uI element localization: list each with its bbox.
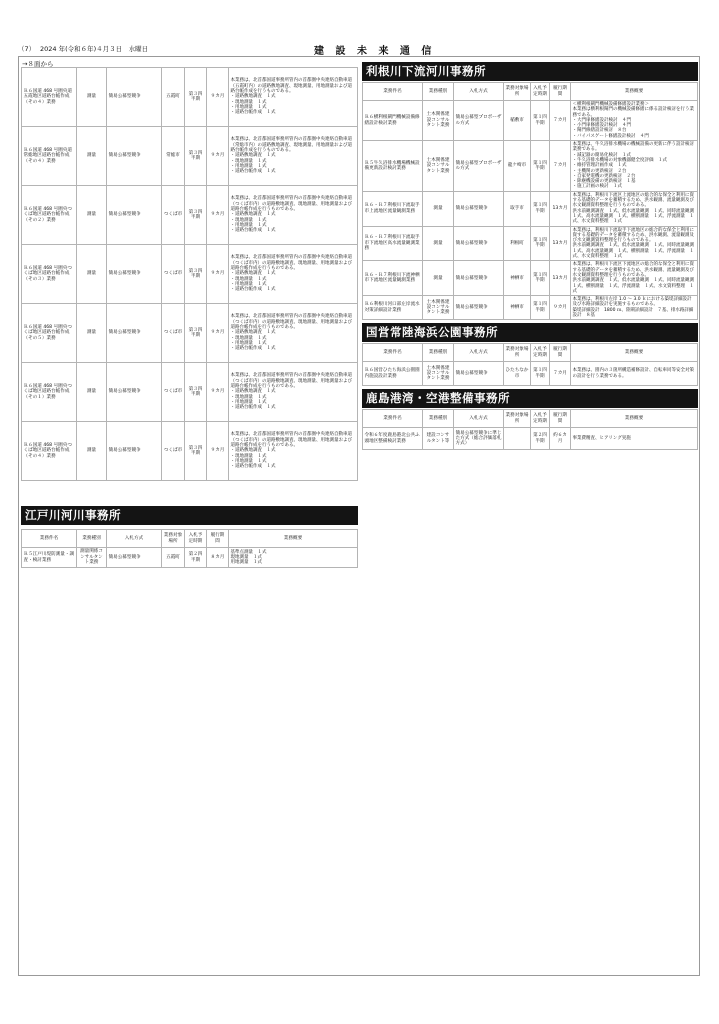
cell-place: つくば市 [162,304,185,363]
column-header-time: 入札予定時期 [531,83,550,101]
cell-period: ７カ月 [550,362,571,386]
summary-line: ・現地測量 １式 [230,453,267,459]
summary-line: ・現地測量 １式 [230,335,267,341]
cell-period: 13カ月 [550,261,571,296]
table-row [22,304,358,363]
cell-method: 簡易公募型プロポーザル方式 [454,141,504,192]
cell-type: 測量 [423,191,454,226]
summary-line: ・道路敷地調査 １式 [230,330,276,336]
cell-time: 第３四半期 [185,186,207,245]
cell-summary [571,296,698,320]
column-header-place: 業務対象場所 [162,530,185,548]
column-header-period: 履行期間 [550,344,571,362]
cell-method: 簡易公募型競争 [107,186,162,245]
column-header-place: 業務対象場所 [504,344,531,362]
cell-period: ９カ月 [550,296,571,320]
cell-place: つくば市 [162,245,185,304]
cell-type: 土木関係建設コンサルタント業務 [423,101,454,141]
cell-type: 測量 [77,245,107,304]
column-header-method: 入札方式 [107,530,162,548]
summary-line: ・道路台帳作成 １式 [230,346,276,352]
cell-summary [571,428,698,450]
summary-line: ・道路敷地調査 １式 [230,212,276,218]
cell-period: ９カ月 [207,68,229,127]
cell-period: 13カ月 [550,191,571,226]
cell-summary [229,363,358,422]
summary-line: ・用地測量 １式 [230,222,267,228]
page-number: （7） [18,45,36,53]
cell-method: 簡易公募型競争 [107,245,162,304]
summary-line: 本業務は、北首都国道事務所管内の首都圏中央連絡自動車道（常総市内）の道路敷地調査、現地測量、用地測量および道路台帳作成を行うものである。 [230,137,352,154]
left-table [21,67,358,481]
summary-line: ・道路敷地調査 １式 [230,153,276,159]
summary-line: ・用地測量 １式 [230,399,267,405]
cell-summary [229,127,358,186]
cell-time: 第１四半期 [531,141,550,192]
column-header-method: 入札方式 [454,410,504,428]
summary-line: ・閘門修繕設計検討 ８台 [572,128,627,134]
cell-method: 簡易公募型競争 [107,548,162,568]
summary-line: ・現地測量 １式 [230,394,267,400]
summary-line: ・道路台帳作成 １式 [230,228,276,234]
summary-line: 基準点測量 １式 [230,549,267,555]
summary-line: 本業務は横利根閘門の機械設備修繕に係る設計検討を行う業務である。 [572,107,694,118]
cell-name: Ｒ６国道 468 号圏央つくば地区道路台帳作成（その４）業務 [22,422,77,481]
summary-line: 本業務は、北首都国道事務所管内の首都圏中央連絡自動車道（つくば市内）の道路敷地調査、現地測量、用地測量および道路台帳作成を行うものである。 [230,432,352,449]
cell-summary [229,68,358,127]
cell-time: 第１四半期 [531,362,550,386]
cell-name: Ｒ６・Ｒ７利根川下流取手市上流地区流量観測業務 [363,191,423,226]
summary-line: ・道路台帳作成 １式 [230,287,276,293]
column-header-summary: 業務概要 [571,83,698,101]
cell-type: 測量 [423,226,454,261]
column-header-place: 業務対象場所 [504,410,531,428]
column-header-method: 入札方式 [454,83,504,101]
cell-place [504,428,531,450]
table-row [363,362,698,386]
summary-line: ・現地測量 １式 [230,217,267,223]
column-header-type: 業務種別 [423,410,454,428]
cell-period: ９カ月 [207,186,229,245]
cell-summary [229,245,358,304]
cell-place: ひたちなか市 [504,362,531,386]
cell-time: 第１四半期 [531,296,550,320]
summary-line: ・除塵機設備の更新検討 １基 [572,179,636,185]
continued-note: →８面から [22,60,54,68]
cell-time: 第２四半期 [185,548,207,568]
summary-line: 本業務は、利根川下流区上流地区の総合的な保全と利用に資する基礎的データを蓄積するため、洪水観測、流量観測及び水文観測資料整理を行うものである。 [572,192,694,209]
column-header-type: 業務種別 [77,530,107,548]
summary-line: 本業務は、北首都国道事務所管内の首都圏中央連絡自動車道（つくば市内）の道路敷地調査、現地測量、用地測量および道路台帳作成を行うものである。 [230,373,352,390]
summary-line: ・道路敷地調査 １式 [230,271,276,277]
cell-place: 龍ケ崎市 [504,141,531,192]
cell-method: 簡易公募型競争 [107,127,162,186]
summary-line: 本業務は、北首都国道事務所管内の首都圏中央連絡自動車道（つくば市内）の道路敷地調査、現地測量、用地測量および道路台帳作成を行うものである。 [230,196,352,213]
table-row [363,261,698,296]
cell-summary [571,226,698,261]
cell-method: 簡易公募型競争に準じた方式（総合評価落札方式） [454,428,504,450]
summary-line: ・主機関の更新検討 ２台 [572,168,627,174]
summary-line: 本業務は、園内の３箇所構造補修設計、自転車同等安全対策の設計を行う業務である。 [572,368,694,379]
cell-name: Ｒ５江戸川堤防測量・調査・検討業務 [22,548,77,568]
summary-line: ・牛久沼排水機場の対象機器健全度評価 １式 [572,157,667,163]
cell-method: 簡易公募型競争 [454,296,504,320]
cell-time: 第１四半期 [531,191,550,226]
cell-period: ７カ月 [550,101,571,141]
column-header-name: 業務件名 [363,410,423,428]
summary-line: 洪水前観測調査 １式、低水流量観測 １式、同時流量観測 １式、高水流量観測 １式、横断測量 １式、浮流測量 １式、水文資料整理 １式 [572,243,699,260]
column-header-type: 業務種別 [423,83,454,101]
cell-period: ９カ月 [207,422,229,481]
cell-name: Ｒ５牛久沼排水機場機械設備更新設計検討業務 [363,141,423,192]
edogawa-table [21,529,358,568]
cell-time: 第１四半期 [531,101,550,141]
cell-place: つくば市 [162,363,185,422]
cell-name: Ｒ６国道 468 号圏央つくば地区道路台帳作成（その３）業務 [22,245,77,304]
column-header-period: 履行期間 [550,410,571,428]
cell-method: 簡易公募型競争 [107,363,162,422]
cell-method: 簡易公募型競争 [454,226,504,261]
summary-line: ・現地測量 １式 [230,276,267,282]
cell-time: 第３四半期 [185,68,207,127]
summary-line: ・道路敷地調査 １式 [230,94,276,100]
summary-line: ・大門扉修繕設計検討 ４門 [572,117,631,123]
cell-time: 第２四半期 [531,428,550,450]
summary-line: 本業務は、北首都国道事務所管内の首都圏中央連絡自動車道（つくば市内）の道路敷地調査、現地測量、用地測量および道路台帳作成を行うものである。 [230,255,352,272]
cell-place: 五霞町 [162,548,185,568]
summary-line: 本業務は、利根川下流区下流地区の総合的な保全と利用に資する基礎的データを蓄積するため、洪水観測、流量観測及び水文観測資料整理を行うものである。 [572,262,694,278]
column-header-summary: 業務概要 [229,530,358,548]
cell-name: Ｒ６国道 468 号圏央つくば地区道路台帳作成（その１）業務 [22,363,77,422]
table-row [363,191,698,226]
table-row [363,101,698,141]
cell-type: 測量 [77,68,107,127]
summary-line: 本業務は、北首都国道事務所管内の首都圏中央連絡自動車道（五霞町内）の道路敷地調査、現地測量、用地測量および道路台帳作成を行うものである。 [230,78,352,95]
cell-summary [229,548,358,568]
summary-line: 現地測量 １式 [230,554,262,560]
page-header [18,42,700,56]
summary-line: ・道路台帳作成 １式 [230,464,276,470]
summary-line: 洪水前観測調査 １式、低水流量観測 １式、同時流量観測 １式、横断測量 １式、浮流測量 １式、水文資料整理 １式 [572,278,699,294]
summary-line: ・バイパスゲート修繕設計検討 ４門 [572,133,649,139]
column-header-time: 入札予定時期 [185,530,207,548]
summary-line: ・現地測量 １式 [230,158,267,164]
section-title-edogawa: 江戸川河川事務所 [21,506,358,525]
cell-period: ７カ月 [550,141,571,192]
cell-period: ９カ月 [207,245,229,304]
summary-line: 事業費精査、ヒアリング実施 [572,436,631,442]
cell-time: 第３四半期 [185,304,207,363]
cell-summary [229,304,358,363]
summary-line: ・現地測量 １式 [230,99,267,105]
cell-name: Ｒ６国道 468 号圏央道五霞地区道路台帳作成（その４）業務 [22,68,77,127]
cell-type: 測量 [77,304,107,363]
section-title-hitachi: 国営常陸海浜公園事務所 [362,323,698,342]
summary-line: 本業務は、利根川下流取手下流地区の総合的な保全と利用に資する基礎的データを蓄積するため、洪水観測、流量観測及び水文観測資料整理を行うものである。 [572,227,694,244]
column-header-time: 入札予定時期 [531,410,550,428]
column-header-method: 入札方式 [454,344,504,362]
cell-time: 第３四半期 [185,127,207,186]
cell-period: ９カ月 [207,127,229,186]
table-row [363,141,698,192]
cell-method: 簡易公募型競争 [107,68,162,127]
summary-line: ・用地測量 １式 [230,340,267,346]
issue-date: 2024 年(令和６年)４月３日 水曜日 [40,45,149,53]
cell-method: 簡易公募型競争 [107,422,162,481]
cell-method: 簡易公募型競争 [107,304,162,363]
cell-place: 常総市 [162,127,185,186]
table-row [22,245,358,304]
summary-line: ・道路台帳作成 １式 [230,110,276,116]
tone-table [362,82,698,320]
summary-line: 洪水前観測調査 １式、低水流量観測 １式、同時流量観測 １式、高水流量観測 １式、横断測量 １式、浮流測量 １式、水文資料整理 １式 [572,208,699,225]
section-title-kashima: 鹿島港湾・空港整備事務所 [362,389,698,408]
summary-line: 本業務は、北首都国道事務所管内の首都圏中央連絡自動車道（つくば市内）の道路敷地調査、現地測量、用地測量および道路台帳作成を行うものである。 [230,314,352,331]
summary-line: 用地測量 １式 [230,560,262,566]
summary-line: ・減記器の簡易化検討 １式 [572,152,631,158]
cell-type: 土木関係建設コンサルタント業務 [423,141,454,192]
cell-method: 簡易公募型プロポーザル方式 [454,101,504,141]
cell-method: 簡易公募型競争 [454,261,504,296]
cell-type: 測量 [77,422,107,481]
section-title-tone: 利根川下流河川事務所 [362,62,698,81]
hitachi-table [362,343,698,386]
cell-summary [571,261,698,296]
summary-line: 築堤詳細設計 1800 ｍ、陸閘詳細設計 ７基、排水路詳細設計 ８基 [572,307,694,318]
summary-line: ・自家発電機の更新検討 ２台 [572,173,636,179]
table-row [363,226,698,261]
table-header-row [363,83,698,101]
summary-line: 本業務は、牛久沼排水機場の機械設備の更新に伴う設計検討業務である。 [572,142,694,153]
summary-line: ・維持管理計画作成 １式 [572,163,627,169]
cell-time: 第３四半期 [185,363,207,422]
cell-place: つくば市 [162,186,185,245]
column-header-name: 業務件名 [22,530,77,548]
summary-line: ・道路台帳作成 １式 [230,405,276,411]
cell-summary [571,362,698,386]
column-header-summary: 業務概要 [571,410,698,428]
column-header-period: 履行期間 [550,83,571,101]
summary-line: ・道路敷地調査 １式 [230,448,276,454]
cell-time: 第１四半期 [531,261,550,296]
summary-line: ・小門扉修繕設計検討 ４門 [572,123,631,129]
cell-time: 第３四半期 [185,422,207,481]
table-row [22,548,358,568]
table-row [22,68,358,127]
column-header-name: 業務件名 [363,344,423,362]
column-header-name: 業務件名 [363,83,423,101]
cell-period: 約６カ月 [550,428,571,450]
summary-line: ・道路敷地調査 １式 [230,389,276,395]
cell-place: つくば市 [162,422,185,481]
kashima-table [362,409,698,450]
cell-type: 土木関係建設コンサルタント業務 [423,362,454,386]
cell-name: Ｒ６利根川河口部左岸流水対策詳細設計業務 [363,296,423,320]
cell-type: 測量 [423,261,454,296]
cell-summary [229,422,358,481]
cell-name: Ｒ６横利根閘門機械設備修繕設計検討業務 [363,101,423,141]
column-header-type: 業務種別 [423,344,454,362]
cell-type: 測量 [77,186,107,245]
table-row [22,127,358,186]
cell-name: Ｒ６国道 468 号圏央つくば地区道路台帳作成（その２）業務 [22,186,77,245]
table-row [363,296,698,320]
cell-name: Ｒ６国道 468 号圏央つくば地区道路台帳作成（その５）業務 [22,304,77,363]
cell-summary [571,101,698,141]
cell-summary [571,141,698,192]
cell-period: ９カ月 [207,304,229,363]
paper-name: 建 設 未 来 通 信 [314,46,436,57]
cell-period: ８カ月 [207,548,229,568]
summary-line: ・施工計画の検討 １式 [572,184,622,190]
cell-time: 第１四半期 [531,226,550,261]
cell-name: Ｒ６・Ｒ７利根川下流神栖市下流地区流量観測業務 [363,261,423,296]
cell-type: 測量関係コンサルタント業務 [77,548,107,568]
cell-place: 取手市 [504,191,531,226]
summary-line: ・用地測量 １式 [230,458,267,464]
cell-summary [571,191,698,226]
cell-place: 五霞町 [162,68,185,127]
cell-type: 測量 [77,363,107,422]
cell-type: 測量 [77,127,107,186]
cell-name: Ｒ６・Ｒ７利根川下流取手市下流地区高水流量観測業務 [363,226,423,261]
cell-period: ９カ月 [207,363,229,422]
cell-summary [229,186,358,245]
right-column [362,62,698,450]
table-row [22,422,358,481]
cell-place: 利根町 [504,226,531,261]
cell-type: 建設コンサルタント等 [423,428,454,450]
cell-name: Ｒ６国道 468 号圏央道常総地区道路台帳作成（その４）業務 [22,127,77,186]
cell-time: 第３四半期 [185,245,207,304]
cell-type: 土木関係建設コンサルタント業務 [423,296,454,320]
column-header-summary: 業務概要 [571,344,698,362]
cell-period: 13カ月 [550,226,571,261]
cell-method: 簡易公募型競争 [454,191,504,226]
cell-place: 神栖市 [504,261,531,296]
summary-line: ＜横利根閘門機械設備修繕設計業務＞ [572,102,649,107]
table-header-row [363,410,698,428]
cell-name: Ｒ６国営ひたち海浜公園園内施設設計業務 [363,362,423,386]
cell-name: 令和６年度鹿島港北公共ふ頭地区整備検討業務 [363,428,423,450]
column-header-place: 業務対象場所 [504,83,531,101]
column-header-period: 履行期間 [207,530,229,548]
table-row [22,363,358,422]
table-header-row [363,344,698,362]
summary-line: ・用地測量 １式 [230,281,267,287]
cell-place: 神栖市 [504,296,531,320]
table-header-row [22,530,358,548]
left-column [21,67,358,568]
cell-place: 稲敷市 [504,101,531,141]
summary-line: ・用地測量 １式 [230,163,267,169]
table-row [22,186,358,245]
table-row [363,428,698,450]
column-header-time: 入札予定時期 [531,344,550,362]
summary-line: ・道路台帳作成 １式 [230,169,276,175]
summary-line: 本業務は、利根川左岸 1.0 ～ 3.0 ｋにおける築堤詳細設計及び水路詳細設計を実施するものである。 [572,297,692,308]
summary-line: ・用地測量 １式 [230,104,267,110]
cell-method: 簡易公募型競争 [454,362,504,386]
